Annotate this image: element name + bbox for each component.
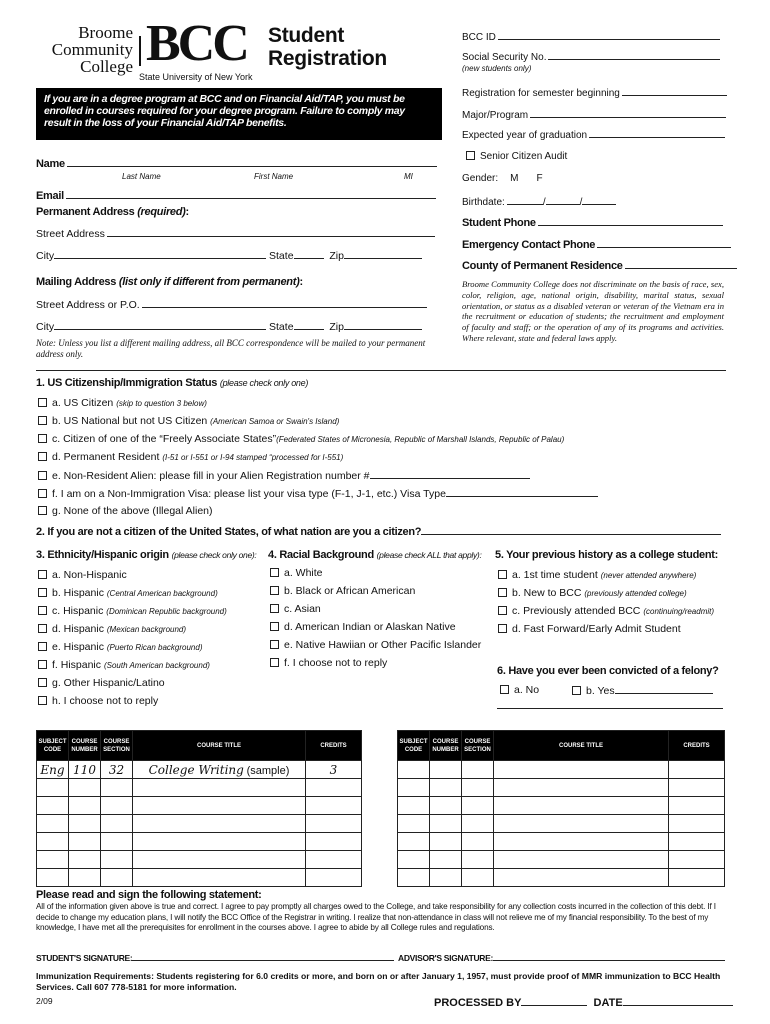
email-field[interactable]: Email xyxy=(36,189,436,202)
table-header-row: SUBJECT CODE COURSE NUMBER COURSE SECTION COURSE TITLE CREDITS xyxy=(398,731,725,761)
sample-section: 32 xyxy=(101,761,133,779)
sample-subject: Eng xyxy=(37,761,69,779)
header-title: COURSE TITLE xyxy=(133,731,306,761)
mailing-street-field[interactable]: Street Address or P.O. xyxy=(36,298,427,311)
statement-title: Please read and sign the following statement: xyxy=(36,889,262,901)
header-credits: CREDITS xyxy=(306,731,362,761)
student-phone-field[interactable]: Student Phone xyxy=(462,216,723,229)
header-section: COURSE SECTION xyxy=(101,731,133,761)
student-signature-field[interactable]: STUDENT'S SIGNATURE: xyxy=(36,953,394,963)
immunization-note: Immunization Requirements: Students registering for 6.0 credits or more, and born on or after January 1, 1957, must provide proof of MMR immunization to BCC Health Services. Call 607 778-5181 for more information. xyxy=(36,971,721,992)
table-row[interactable] xyxy=(37,779,362,797)
table-row[interactable] xyxy=(37,869,362,887)
q6-explain-line[interactable] xyxy=(497,708,723,709)
logo-suny: State University of New York xyxy=(139,72,253,82)
last-name-label: Last Name xyxy=(122,172,161,181)
table-row[interactable] xyxy=(37,851,362,869)
q1-title: 1. US Citizenship/Immigration Status (please check only one) xyxy=(36,377,309,389)
q3-option-h[interactable]: h. I choose not to reply xyxy=(38,695,158,707)
first-name-label: First Name xyxy=(254,172,294,181)
logo-mark: BCC xyxy=(146,15,247,72)
q5-option-a[interactable]: a. 1st time student (never attended anywhere) xyxy=(498,569,696,581)
q5-option-d[interactable]: d. Fast Forward/Early Admit Student xyxy=(498,623,681,635)
table-row[interactable] xyxy=(398,797,725,815)
ssn-field[interactable]: Social Security No. xyxy=(462,50,720,63)
form-code: 2/09 xyxy=(36,996,53,1006)
table-row[interactable] xyxy=(37,815,362,833)
q1-option-g[interactable]: g. None of the above (Illegal Alien) xyxy=(38,505,213,517)
q4-title: 4. Racial Background (please check ALL that apply): xyxy=(268,549,482,561)
q3-title: 3. Ethnicity/Hispanic origin (please check only one): xyxy=(36,549,257,561)
logo-divider xyxy=(139,36,141,66)
sample-title: College Writing (sample) xyxy=(133,761,306,779)
city-state-zip-field[interactable]: City State Zip xyxy=(36,249,422,262)
q4-option-c[interactable]: c. Asian xyxy=(270,603,321,615)
table-row[interactable] xyxy=(37,761,362,779)
q3-option-g[interactable]: g. Other Hispanic/Latino xyxy=(38,677,165,689)
q1-option-e[interactable]: e. Non-Resident Alien: please fill in your Alien Registration number # xyxy=(38,469,530,482)
q5-option-c[interactable]: c. Previously attended BCC (continuing/readmit) xyxy=(498,605,714,617)
q4-option-e[interactable]: e. Native Hawiian or Other Pacific Islander xyxy=(270,639,481,651)
logo-line1: Broome xyxy=(78,23,133,42)
q1-option-b[interactable]: b. US National but not US Citizen (American Samoa or Swain's Island) xyxy=(38,415,339,427)
q6-option-yes[interactable]: b. Yes xyxy=(572,684,713,697)
logo-line2: Community xyxy=(51,40,133,59)
course-table-right xyxy=(397,730,725,887)
q1-option-a[interactable]: a. US Citizen (skip to question 3 below) xyxy=(38,397,207,409)
bcc-id-field[interactable]: BCC ID xyxy=(462,30,720,43)
name-field[interactable]: Name xyxy=(36,157,437,170)
table-header-row xyxy=(37,731,362,761)
q3-option-e[interactable]: e. Hispanic (Puerto Rican background) xyxy=(38,641,202,653)
permanent-address-label: Permanent Address (required): xyxy=(36,206,189,218)
gender-field[interactable]: Gender: M F xyxy=(462,173,543,184)
major-field[interactable]: Major/Program xyxy=(462,108,726,121)
mi-label: MI xyxy=(404,172,413,181)
page-title: Student Registration xyxy=(268,24,387,70)
emergency-phone-field[interactable]: Emergency Contact Phone xyxy=(462,238,731,251)
q3-option-d[interactable]: d. Hispanic (Mexican background) xyxy=(38,623,186,635)
sample-number: 110 xyxy=(69,761,101,779)
mailing-city-state-zip-field[interactable]: City State Zip xyxy=(36,320,422,333)
q3-option-a[interactable]: a. Non-Hispanic xyxy=(38,569,127,581)
q4-option-f[interactable]: f. I choose not to reply xyxy=(270,657,387,669)
table-row[interactable] xyxy=(398,869,725,887)
q5-option-b[interactable]: b. New to BCC (previously attended college) xyxy=(498,587,687,599)
q4-option-d[interactable]: d. American Indian or Alaskan Native xyxy=(270,621,456,633)
mailing-address-label: Mailing Address (list only if different from permanent): xyxy=(36,276,303,288)
q6-option-no[interactable]: a. No xyxy=(500,684,539,696)
q1-option-d[interactable]: d. Permanent Resident (I-51 or I-551 or I-94 stamped “processed for I-551) xyxy=(38,451,343,463)
table-row[interactable] xyxy=(398,833,725,851)
table-row[interactable] xyxy=(398,851,725,869)
ssn-note: (new students only) xyxy=(462,64,532,73)
section-divider xyxy=(36,370,726,371)
warning-box xyxy=(36,88,442,140)
mailing-note: Note: Unless you list a different mailing address, all BCC correspondence will be mailed to your permanent address only. xyxy=(36,338,426,359)
q4-option-b[interactable]: b. Black or African American xyxy=(270,585,415,597)
street-address-field[interactable]: Street Address xyxy=(36,227,435,240)
header-number: COURSE NUMBER xyxy=(69,731,101,761)
table-row[interactable] xyxy=(398,761,725,779)
header-subject: SUBJECT CODE xyxy=(37,731,69,761)
table-row[interactable] xyxy=(37,833,362,851)
senior-audit-checkbox[interactable]: Senior Citizen Audit xyxy=(466,151,567,162)
nondiscrimination-statement: Broome Community College does not discriminate on the basis of race, sex, color, religion, age, national origin, disability, marital status, sexual orientation, or status as a disabled veteran or veteran of the Vietnam era in the recruitment or education of students; the recruitment and employment of faculty and staff; or the operation of any of its programs and activities. Where relevant, state and federal laws apply. xyxy=(462,279,724,343)
statement-body: All of the information given above is true and correct. I agree to pay promptly all charges owed to the College, and take responsibility for any collection costs incurred in the collection of this debt. If I decide to change my education plans, I will notify the BCC Office of the Registrar in writing. I realize that non-attendance in class will not relieve me of my financial responsibility. To the best of my knowledge, I have met all the prerequisites for enrollment in the courses above. I agree to abide by all College rules and regulations. xyxy=(36,902,716,932)
warning-text: If you are in a degree program at BCC and on Financial Aid/TAP, you must be enrolled in courses required for your degree program. Failure to comply may result in the loss of your Financial Aid/TAP benefits. xyxy=(44,93,405,129)
q3-option-b[interactable]: b. Hispanic (Central American background) xyxy=(38,587,218,599)
processed-by-field[interactable]: PROCESSED BY DATE xyxy=(434,996,733,1009)
county-field[interactable]: County of Permanent Residence xyxy=(462,259,737,272)
advisor-signature-field[interactable]: ADVISOR'S SIGNATURE: xyxy=(398,953,725,963)
logo xyxy=(38,24,133,75)
q3-option-c[interactable]: c. Hispanic (Dominican Republic background) xyxy=(38,605,227,617)
sample-credits: 3 xyxy=(306,761,362,779)
q4-option-a[interactable]: a. White xyxy=(270,567,323,579)
logo-line3: College xyxy=(80,57,133,76)
table-row[interactable] xyxy=(398,815,725,833)
q5-title: 5. Your previous history as a college student: xyxy=(495,549,718,561)
semester-field[interactable]: Registration for semester beginning xyxy=(462,86,727,99)
birthdate-field[interactable]: Birthdate: / / xyxy=(462,195,616,208)
q2-title[interactable]: 2. If you are not a citizen of the United States, of what nation are you a citizen? xyxy=(36,525,721,538)
q6-title: 6. Have you ever been convicted of a felony? xyxy=(497,665,719,677)
grad-year-field[interactable]: Expected year of graduation xyxy=(462,128,725,141)
q3-option-f[interactable]: f. Hispanic (South American background) xyxy=(38,659,210,671)
q1-option-c[interactable]: c. Citizen of one of the “Freely Associate States”(Federated States of Micronesia, Republic of Marshall Islands, Republic of Palau) xyxy=(38,433,564,445)
table-row[interactable] xyxy=(398,779,725,797)
course-table-left xyxy=(36,730,362,887)
q1-option-f[interactable]: f. I am on a Non-Immigration Visa: please list your visa type (F-1, J-1, etc.) Visa Type xyxy=(38,487,598,500)
table-row[interactable] xyxy=(37,797,362,815)
